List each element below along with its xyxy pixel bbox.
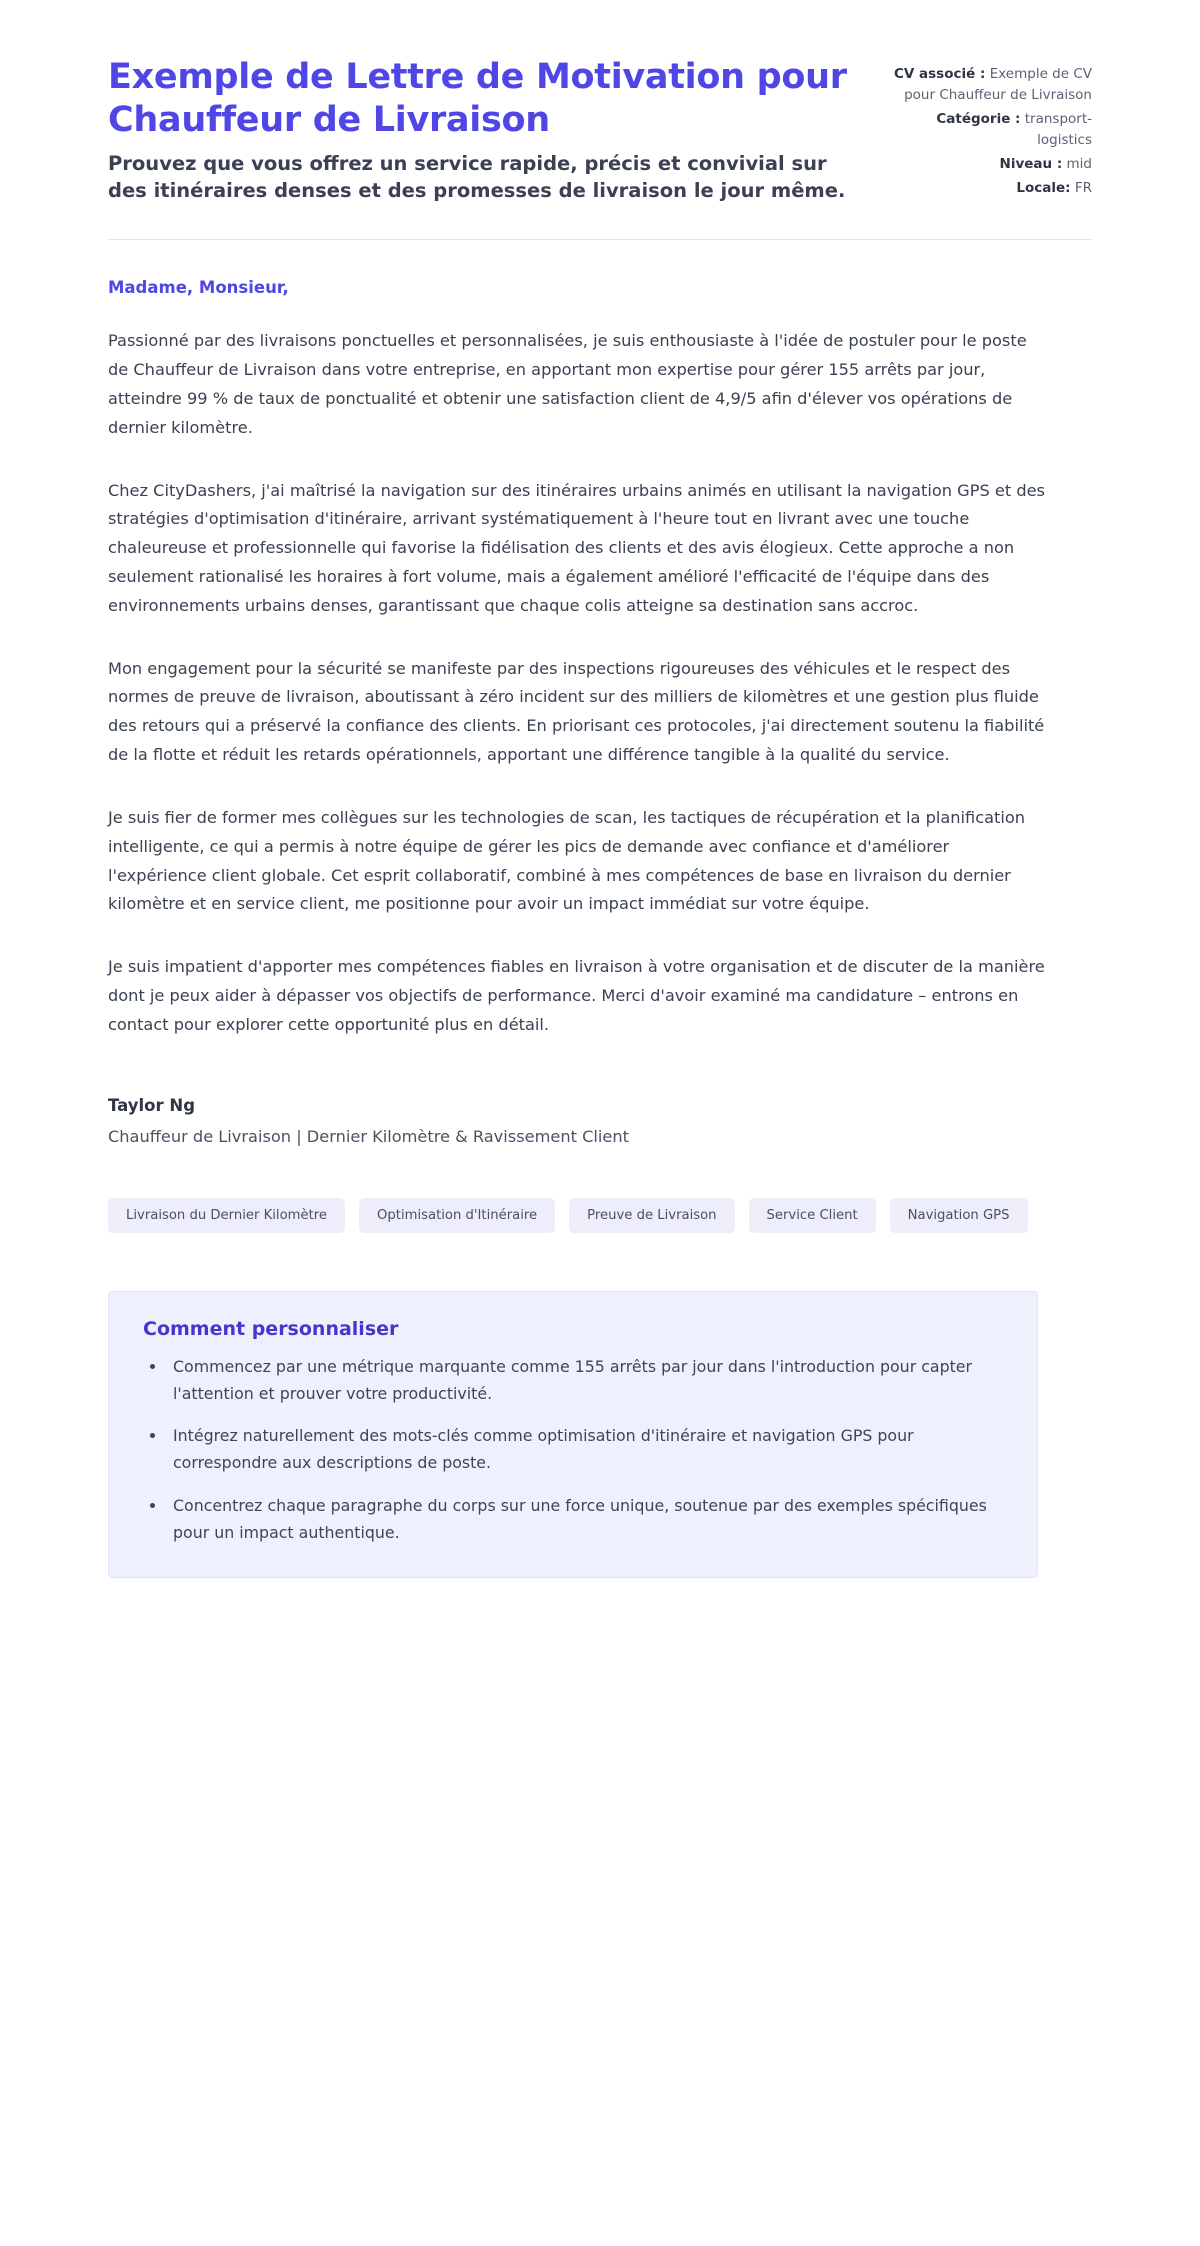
header-text-block	[108, 56, 847, 205]
tag-item[interactable]: Navigation GPS	[890, 1198, 1028, 1233]
document-header	[108, 56, 1092, 205]
meta-associated-cv	[887, 64, 1092, 106]
meta-level-label: Niveau :	[999, 155, 1063, 172]
tag-item[interactable]: Service Client	[749, 1198, 876, 1233]
meta-level	[887, 154, 1092, 175]
letter-paragraph: Mon engagement pour la sécurité se manifeste par des inspections rigoureuses des véhicules et le respect des normes de preuve de livraison, aboutissant à zéro incident sur des milliers de kilomètres et une gestion plus fluide des retours qui a préservé la confiance des clients. En priorisant ces protocoles, j'ai directement soutenu la fiabilité de la flotte et réduit les retards opérationnels, apportant une différence tangible à la qualité du service.	[108, 658, 1045, 765]
tips-title: Comment personnaliser	[143, 1317, 399, 1340]
meta-category	[887, 109, 1092, 151]
letter-paragraph: Chez CityDashers, j'ai maîtrisé la navigation sur des itinéraires urbains animés en utilisant la navigation GPS et des stratégies d'optimisation d'itinéraire, arrivant systématiquement à l'heure tout en livrant avec une touche chaleureuse et professionnelle qui favorise la fidélisation des clients et des avis élogieux. Cette approche a non seulement rationalisé les horaires à fort volume, mais a également amélioré l'efficacité de l'équipe dans des environnements urbains denses, garantissant que chaque colis atteigne sa destination sans accroc.	[108, 480, 1045, 615]
tips-list-item: • Intégrez naturellement des mots-clés comme optimisation d'itinéraire et navigation GPS pour correspondre aux descriptions de poste.	[167, 1423, 1003, 1477]
cover-letter-body	[108, 240, 1092, 1146]
meta-category-value: transport-logistics	[1024, 110, 1092, 148]
tag-item[interactable]: Optimisation d'Itinéraire	[359, 1198, 555, 1233]
signature-block	[108, 1096, 1092, 1146]
meta-category-label: Catégorie :	[936, 110, 1021, 127]
customization-tips-panel	[108, 1291, 1038, 1578]
letter-paragraph: Je suis fier de former mes collègues sur les technologies de scan, les tactiques de récupération et la planification intelligente, ce qui a permis à notre équipe de gérer les pics de demande avec confiance et d'améliorer l'expérience client globale. Cet esprit collaboratif, combiné à mes compétences de base en livraison du dernier kilomètre et en service client, me positionne pour avoir un impact immédiat sur votre équipe.	[108, 807, 1026, 914]
meta-locale-value: FR	[1074, 179, 1092, 196]
header-metadata	[887, 56, 1092, 202]
tips-list-item: • Concentrez chaque paragraphe du corps sur une force unique, soutenue par des exemples spécifiques pour un impact authentique.	[167, 1493, 1003, 1547]
letter-salutation: Madame, Monsieur,	[108, 278, 289, 298]
tips-list	[143, 1354, 1003, 1547]
tag-list	[108, 1198, 1038, 1233]
letter-paragraph: Je suis impatient d'apporter mes compétences fiables en livraison à votre organisation et de discuter de la manière dont je peux aider à dépasser vos objectifs de performance. Merci d'avoir examiné ma candidature – entrons en contact pour explorer cette opportunité plus en détail.	[108, 957, 1045, 1034]
meta-locale-label: Locale:	[1016, 179, 1071, 196]
meta-locale	[887, 178, 1092, 199]
signature-role: Chauffeur de Livraison | Dernier Kilomètre & Ravissement Client	[108, 1126, 629, 1146]
tag-item[interactable]: Preuve de Livraison	[569, 1198, 734, 1233]
letter-paragraph: Passionné par des livraisons ponctuelles et personnalisées, je suis enthousiaste à l'idée de postuler pour le poste de Chauffeur de Livraison dans votre entreprise, en apportant mon expertise pour gérer 155 arrêts par jour, atteindre 99 % de taux de ponctualité et obtenir une satisfaction client de 4,9/5 afin d'élever vos opérations de dernier kilomètre.	[108, 331, 1027, 437]
meta-associated-cv-label: CV associé :	[893, 66, 986, 82]
tips-list-item: • Commencez par une métrique marquante comme 155 arrêts par jour dans l'introduction pour capter l'attention et prouver votre productivité.	[167, 1354, 1003, 1408]
signature-name: Taylor Ng	[108, 1095, 196, 1115]
meta-associated-cv-value: Exemple de CV pour Chauffeur de Livraison	[904, 66, 1092, 103]
tag-item[interactable]: Livraison du Dernier Kilomètre	[108, 1198, 345, 1233]
meta-level-value: mid	[1066, 155, 1092, 172]
page-subtitle: Prouvez que vous offrez un service rapide, précis et convivial sur des itinéraires denses et des promesses de livraison le jour même.	[108, 152, 846, 203]
page-title: Exemple de Lettre de Motivation pour Chauffeur de Livraison	[108, 57, 847, 140]
